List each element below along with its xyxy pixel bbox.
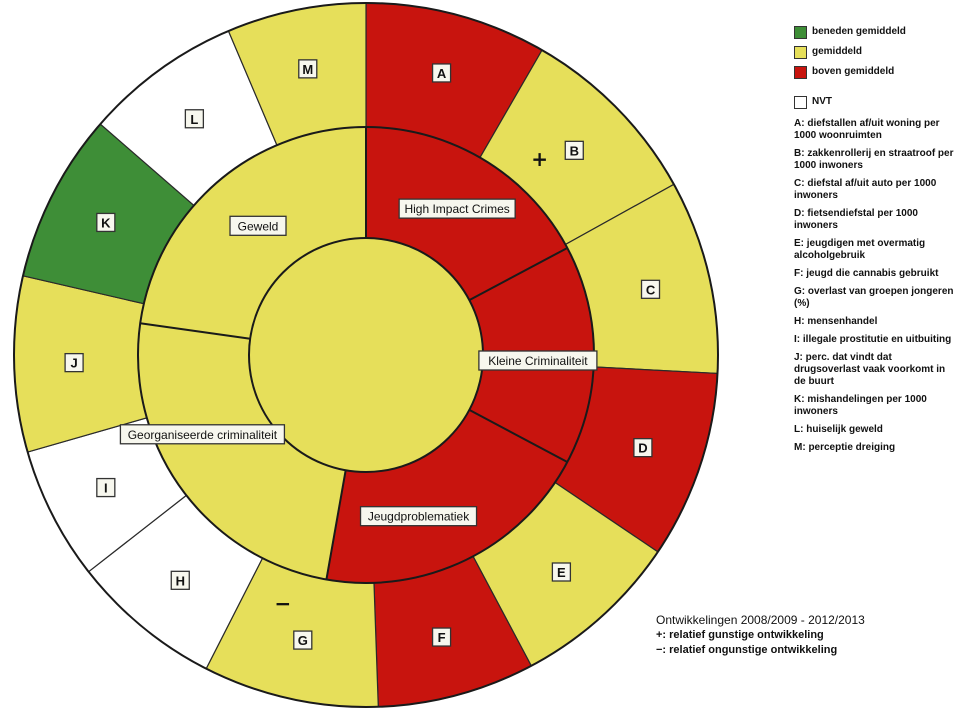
category-label-georganiseerde-criminaliteit [120, 425, 284, 444]
indicator-letter: A [436, 65, 447, 81]
indicator-label-l [185, 110, 203, 128]
category-label-high-impact-crimes [399, 199, 515, 218]
indicator-letter: H [175, 573, 185, 589]
category-label-kleine-criminaliteit [479, 351, 597, 370]
definition-k: K: mishandelingen per 1000 inwoners [794, 394, 927, 417]
trend-sign-b: + [531, 146, 548, 171]
minus-note: −: relatief ongunstige ontwikkeling [656, 644, 838, 656]
legend-item-gemiddeld [794, 42, 954, 62]
legend-label: gemiddeld [812, 46, 863, 57]
indicator-label-k [97, 213, 115, 231]
definition-g: G: overlast van groepen jongeren (%) [794, 286, 954, 309]
trend-sign-g: − [274, 591, 292, 616]
indicator-label-e [552, 563, 570, 581]
legend-swatch [794, 26, 807, 39]
indicator-label-a [433, 64, 451, 82]
indicator-letter: G [297, 633, 308, 649]
definition-a: A: diefstallen af/uit woning per 1000 woonruimten [794, 118, 940, 141]
indicator-label-f [433, 628, 451, 646]
indicator-letter: F [437, 630, 446, 646]
development-title: Ontwikkelingen 2008/2009 - 2012/2013 [656, 613, 865, 627]
indicator-letter: I [104, 480, 108, 496]
category-label-text: Jeugdproblematiek [367, 509, 470, 524]
indicator-label-h [171, 571, 189, 589]
definition-l: L: huiselijk geweld [794, 424, 883, 435]
indicator-label-j [65, 354, 83, 372]
legend-item-beneden-gemiddeld [794, 22, 954, 42]
indicator-letter: M [302, 61, 314, 77]
indicator-letter: C [645, 282, 656, 298]
indicator-label-c [642, 280, 660, 298]
indicator-label-g [294, 631, 312, 649]
category-label-jeugdproblematiek [361, 507, 477, 526]
definition-i: I: illegale prostitutie en uitbuiting [794, 334, 952, 345]
definition-c: C: diefstal af/uit auto per 1000 inwoners [794, 178, 937, 201]
development-note [656, 613, 946, 658]
indicator-letter: J [70, 355, 78, 371]
legend-item-nvt [794, 92, 954, 112]
legend-label: beneden gemiddeld [812, 26, 906, 37]
definition-d: D: fietsendiefstal per 1000 inwoners [794, 208, 918, 231]
definition-h: H: mensenhandel [794, 316, 878, 327]
legend-swatch-nvt [794, 96, 807, 109]
legend-swatch [794, 46, 807, 59]
category-label-text: Kleine Criminaliteit [488, 354, 588, 369]
legend-swatch [794, 66, 807, 79]
legend-definitions [794, 118, 954, 454]
indicator-letter: K [101, 215, 111, 231]
definition-e: E: jeugdigen met overmatig alcoholgebruik [794, 238, 926, 261]
legend-color-list [794, 22, 954, 82]
category-label-text: Georganiseerde criminaliteit [127, 427, 278, 442]
indicator-label-d [634, 439, 652, 457]
definition-b: B: zakkenrollerij en straatroof per 1000 inwoners [794, 148, 954, 171]
legend-item-boven-gemiddeld [794, 62, 954, 82]
indicator-label-m [299, 60, 317, 78]
legend-label: boven gemiddeld [812, 66, 895, 77]
indicator-letter: D [638, 440, 648, 456]
legend-label-nvt: NVT [812, 96, 832, 107]
plus-note: +: relatief gunstige ontwikkeling [656, 629, 824, 641]
category-label-geweld [230, 216, 286, 235]
legend [794, 22, 954, 454]
indicator-label-b [565, 141, 583, 159]
definition-m: M: perceptie dreiging [794, 442, 896, 453]
category-label-text: High Impact Crimes [404, 202, 510, 217]
definition-f: F: jeugd die cannabis gebruikt [794, 268, 939, 279]
category-label-text: Geweld [237, 219, 279, 234]
indicator-letter: E [557, 564, 566, 580]
indicator-letter: L [190, 111, 199, 127]
indicator-letter: B [569, 143, 579, 159]
indicator-label-i [97, 479, 115, 497]
definition-j: J: perc. dat vindt dat drugsoverlast vaak voorkomt in de buurt [794, 352, 946, 387]
